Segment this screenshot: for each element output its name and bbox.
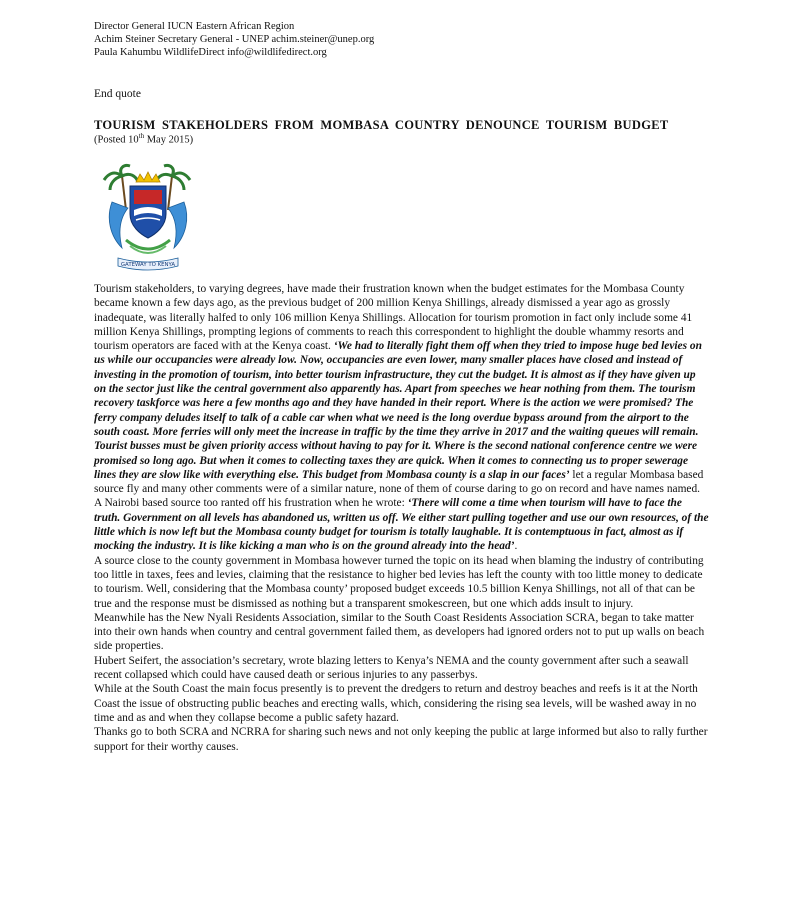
- posted-prefix: (Posted 10: [94, 134, 139, 146]
- mombasa-county-logo: [100, 162, 196, 276]
- posted-suffix: May 2015): [144, 134, 194, 146]
- posted-date: [94, 132, 193, 146]
- header-line-iucn: Director General IUCN Eastern African Region: [94, 21, 295, 32]
- paragraph-1-text: Tourism stakeholders, to varying degrees, have made their frustration known when the budget estimates for the Mombasa County became known a few days ago, as the previous budget of 200 million Kenya Shillings, already dismissed a year ago as grossly inadequate, was literally halfed to only 106 million Kenya Shillings. Allocation for tourism promotion in fact only include some 41 million Kenya Shillings, prompting legions of comments to reach this correspondent to highlight the double whammy resorts and tourism operators are faced with at the Kenya coast.: [94, 283, 693, 353]
- paragraph-1: [94, 282, 710, 496]
- paragraph-1-tail: let a regular Mombasa based source fly and many other comments were of a similar nature, none of them of course daring to go on record and have names named.: [94, 468, 704, 496]
- paragraph-2: [94, 496, 710, 553]
- header-line-unep: Achim Steiner Secretary General - UNEP achim.steiner@unep.org: [94, 34, 375, 45]
- contact-header: [94, 20, 374, 59]
- mombasa-county-emblem-icon: [100, 162, 196, 276]
- paragraph-1-quote: ‘We had to literally fight them off when they tried to impose huge bed levies on us while our occupancies were already low. Now, occupancies are even lower, many smaller places have closed and instead of investing in the promotion of tourism, into better tourism infrastructure, they cut the budget. It is almost as if they have given up on the sector just like the central government also apparently has. Apart from speeches we hear nothing from them. The tourism recovery taskforce was here a few months ago and they have handed in their report. Where is the action we were promised? The ferry company deludes itself to talk of a cable car when what we need is the long overdue bypass around from the airport to the south coast. More ferries will only meet the increase in traffic by the time they arrive in 2017 and the waiting queues will remain. Tourist busses must be given priority access without having to pay for it. Where is the second national conference centre we were promised so long ago. But when it comes to collecting taxes they are quick. When it comes to connecting us to proper sewerage lines they are slow like with everything else. This budget from Mombasa county is a slap in our faces’: [94, 340, 702, 481]
- article-body: [94, 282, 710, 754]
- paragraph-5: Hubert Seifert, the association’s secretary, wrote blazing letters to Kenya’s NEMA and the county government after such a seawall recent collapsed which could have caused death or serious injuries to any passerbys.: [94, 654, 689, 682]
- paragraph-4: Meanwhile has the New Nyali Residents Association, similar to the South Coast Residents Association SCRA, began to take matter into their own hands when country and central government failed them, as developers had ignored orders not to put up walls on beach side properties.: [94, 611, 705, 653]
- end-quote: End quote: [94, 88, 141, 100]
- paragraph-3: A source close to the county government in Mombasa however turned the topic on its head when blaming the industry of contributing too little in taxes, fees and levies, claiming that the resistance to higher bed levies has left the county with too little money to dedicate to tourism. Well, considering that the Mombasa county’ proposed budget exceeds 10.5 billion Kenya Shillings, not all of that can be true and the response must be dismissed as nothing but a transparent smokescreen, but one which adds insult to injury.: [94, 554, 704, 610]
- paragraph-7: Thanks go to both SCRA and NCRRA for sharing such news and not only keeping the public at large informed but also to rally further support for their worthy causes.: [94, 726, 708, 753]
- paragraph-6: While at the South Coast the main focus presently is to prevent the dredgers to return and destroy beaches and reefs is it at the North Coast the issue of obstructing public beaches and erecting walls, which, considering the rising sea levels, will be washed away in no time and as and when they collapse become a public safety hazard.: [94, 683, 698, 724]
- paragraph-2-text: A Nairobi based source too ranted off his frustration when he wrote:: [94, 497, 408, 510]
- paragraph-2-quote: ‘There will come a time when tourism will have to face the truth. Government on all levels has abandoned us, written us off. We either start pulling together and use our own resources, of the little which is now left but the Mombasa county budget for tourism is totally laughable. It is contemptuous in fact, almost as if mocking the industry. It is like kicking a man who is on the ground already into the head’: [94, 497, 709, 553]
- posted-sup: th: [138, 132, 145, 140]
- paragraph-2-tail: .: [514, 540, 518, 553]
- header-line-wildlifedirect: Paula Kahumbu WildlifeDirect info@wildlifedirect.org: [94, 47, 327, 58]
- logo-motto: GATEWAY TO KENYA: [120, 262, 176, 268]
- article-title: TOURISM STAKEHOLDERS FROM MOMBASA COUNTRY DENOUNCE TOURISM BUDGET: [94, 118, 669, 132]
